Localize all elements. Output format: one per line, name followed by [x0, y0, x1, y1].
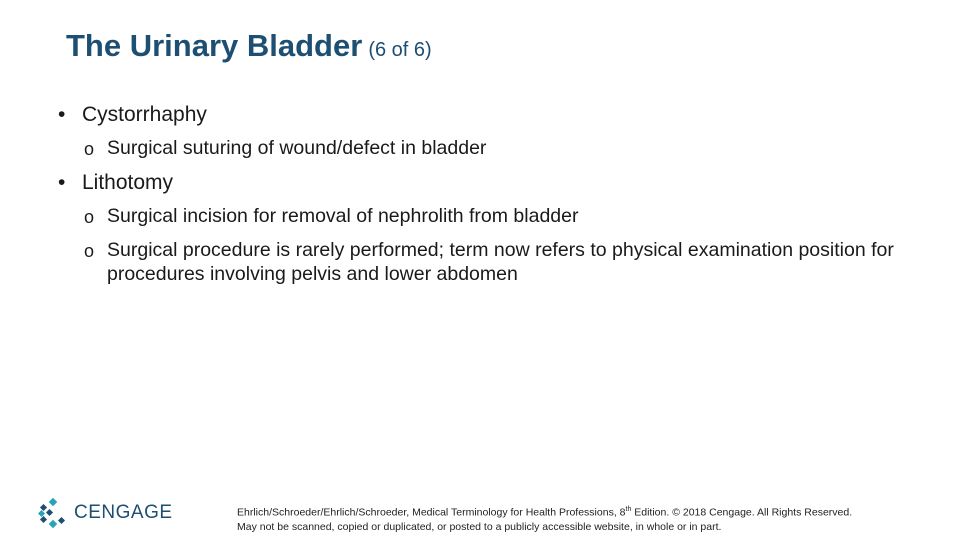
bullet-item [58, 170, 918, 196]
bullet-item [58, 102, 918, 128]
hollow-circle-bullet-icon: o [84, 207, 95, 227]
sub-bullet-item [84, 238, 918, 286]
slide-title-text: The Urinary Bladder [66, 28, 363, 63]
cengage-mark-icon [38, 498, 68, 528]
copyright-line-1-a: Ehrlich/Schroeder/Ehrlich/Schroeder, Medical Terminology for Health Professions, 8 [237, 506, 626, 519]
sub-bullet-item [84, 136, 918, 160]
cengage-logo [38, 498, 173, 528]
sub-bullet-text: Surgical incision for removal of nephrolith from bladder [107, 205, 579, 227]
bullet-dot-icon: • [58, 103, 66, 126]
copyright-notice [237, 503, 952, 534]
logo-text: CENGAGE [74, 502, 173, 523]
copyright-line-1-sup: th [625, 506, 632, 513]
slide-title [66, 28, 432, 64]
copyright-line-1-b: Edition. © 2018 Cengage. All Rights Reserved. [631, 506, 853, 519]
slide-body [58, 102, 918, 296]
hollow-circle-bullet-icon: o [84, 241, 95, 261]
sub-bullet-text: Surgical suturing of wound/defect in bladder [107, 137, 487, 159]
slide-title-suffix: (6 of 6) [368, 39, 432, 61]
bullet-dot-icon: • [58, 171, 66, 194]
bullet-text: Cystorrhaphy [82, 103, 207, 126]
bullet-text: Lithotomy [82, 171, 174, 194]
copyright-line-1 [237, 503, 952, 520]
copyright-line-2: May not be scanned, copied or duplicated, or posted to a publicly accessible website, in whole or in part. [237, 520, 722, 533]
sub-bullet-text: Surgical procedure is rarely performed; term now refers to physical examination position for procedures involving pelvis and lower abdomen [107, 239, 894, 285]
hollow-circle-bullet-icon: o [84, 139, 95, 159]
sub-bullet-item [84, 204, 918, 228]
